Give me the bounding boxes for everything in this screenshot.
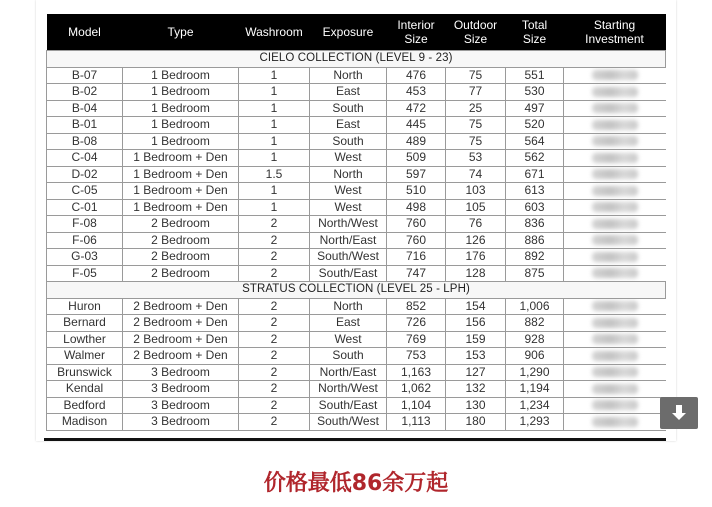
cell-washroom: 2 <box>239 397 310 414</box>
cell-starting-investment <box>564 315 666 332</box>
cell-exposure: West <box>310 199 387 216</box>
cell-washroom: 2 <box>239 315 310 332</box>
redacted-price-blur <box>592 120 638 130</box>
cell-exposure: North/East <box>310 232 387 249</box>
cell-total-size: 882 <box>506 315 564 332</box>
column-header-washroom <box>239 14 310 51</box>
cell-type: 1 Bedroom <box>123 117 239 134</box>
column-header-text: Starting <box>593 18 636 32</box>
redacted-price-blur <box>592 70 638 80</box>
cell-starting-investment <box>564 216 666 233</box>
cell-outdoor-size: 126 <box>446 232 506 249</box>
cell-starting-investment <box>564 232 666 249</box>
cell-outdoor-size: 156 <box>446 315 506 332</box>
cell-interior-size: 498 <box>387 199 446 216</box>
cell-outdoor-size: 128 <box>446 265 506 282</box>
cell-exposure: North <box>310 67 387 84</box>
table-row <box>47 364 666 381</box>
cell-outdoor-size: 176 <box>446 249 506 266</box>
cell-type: 1 Bedroom + Den <box>123 183 239 200</box>
cell-type: 2 Bedroom + Den <box>123 348 239 365</box>
cell-washroom: 2 <box>239 331 310 348</box>
cell-interior-size: 1,113 <box>387 414 446 431</box>
column-header-text: Type <box>167 25 194 39</box>
column-header-outdoor-size <box>446 14 506 51</box>
cell-exposure: East <box>310 315 387 332</box>
cell-washroom: 2 <box>239 249 310 266</box>
cell-washroom: 2 <box>239 298 310 315</box>
cell-type: 1 Bedroom <box>123 133 239 150</box>
cell-outdoor-size: 130 <box>446 397 506 414</box>
cell-starting-investment <box>564 100 666 117</box>
cell-starting-investment <box>564 150 666 167</box>
table-row <box>47 133 666 150</box>
cell-total-size: 1,006 <box>506 298 564 315</box>
cell-total-size: 836 <box>506 216 564 233</box>
cell-model: Lowther <box>47 331 123 348</box>
cell-exposure: South <box>310 100 387 117</box>
cell-washroom: 1 <box>239 183 310 200</box>
table-row <box>47 216 666 233</box>
cell-interior-size: 597 <box>387 166 446 183</box>
cell-exposure: West <box>310 150 387 167</box>
cell-total-size: 497 <box>506 100 564 117</box>
table-row <box>47 150 666 167</box>
cell-outdoor-size: 76 <box>446 216 506 233</box>
cell-washroom: 1 <box>239 150 310 167</box>
cell-exposure: North <box>310 298 387 315</box>
table-body <box>47 51 666 431</box>
redacted-price-blur <box>592 318 638 328</box>
column-header-text: Exposure <box>322 25 374 39</box>
cell-type: 1 Bedroom + Den <box>123 150 239 167</box>
cell-starting-investment <box>564 67 666 84</box>
pricing-table <box>46 14 666 431</box>
cell-interior-size: 769 <box>387 331 446 348</box>
scroll-down-button[interactable] <box>660 397 698 429</box>
cell-model: G-03 <box>47 249 123 266</box>
cell-type: 1 Bedroom + Den <box>123 199 239 216</box>
cell-interior-size: 753 <box>387 348 446 365</box>
column-header-starting-investment <box>564 14 666 51</box>
cell-interior-size: 1,062 <box>387 381 446 398</box>
cell-outdoor-size: 103 <box>446 183 506 200</box>
cell-exposure: South/East <box>310 397 387 414</box>
cell-outdoor-size: 180 <box>446 414 506 431</box>
cell-exposure: East <box>310 117 387 134</box>
redacted-price-blur <box>592 367 638 377</box>
cell-starting-investment <box>564 199 666 216</box>
cell-starting-investment <box>564 84 666 101</box>
cell-washroom: 1 <box>239 133 310 150</box>
column-header-text: Size <box>404 32 428 46</box>
redacted-price-blur <box>592 136 638 146</box>
cell-model: D-02 <box>47 166 123 183</box>
cell-outdoor-size: 153 <box>446 348 506 365</box>
table-row <box>47 84 666 101</box>
cell-exposure: North/East <box>310 364 387 381</box>
column-header-type <box>123 14 239 51</box>
cell-starting-investment <box>564 331 666 348</box>
cell-interior-size: 489 <box>387 133 446 150</box>
table-row <box>47 315 666 332</box>
cell-starting-investment <box>564 265 666 282</box>
column-header-text: Investment <box>585 32 644 46</box>
cell-type: 3 Bedroom <box>123 414 239 431</box>
cell-model: B-02 <box>47 84 123 101</box>
table-row <box>47 199 666 216</box>
column-header-exposure <box>310 14 387 51</box>
cell-total-size: 875 <box>506 265 564 282</box>
cell-exposure: South <box>310 133 387 150</box>
table-row <box>47 117 666 134</box>
cell-type: 2 Bedroom <box>123 232 239 249</box>
cell-outdoor-size: 75 <box>446 117 506 134</box>
cell-total-size: 1,234 <box>506 397 564 414</box>
cell-model: Huron <box>47 298 123 315</box>
table-row <box>47 232 666 249</box>
cell-type: 3 Bedroom <box>123 397 239 414</box>
cell-type: 1 Bedroom + Den <box>123 166 239 183</box>
table-row <box>47 414 666 431</box>
cell-outdoor-size: 25 <box>446 100 506 117</box>
table-row <box>47 183 666 200</box>
cell-outdoor-size: 105 <box>446 199 506 216</box>
column-header-total-size <box>506 14 564 51</box>
redacted-price-blur <box>592 202 638 212</box>
cell-total-size: 551 <box>506 67 564 84</box>
cell-type: 3 Bedroom <box>123 381 239 398</box>
cell-interior-size: 726 <box>387 315 446 332</box>
cell-total-size: 562 <box>506 150 564 167</box>
cell-total-size: 1,290 <box>506 364 564 381</box>
cell-total-size: 671 <box>506 166 564 183</box>
cell-exposure: North/West <box>310 381 387 398</box>
cell-exposure: South/East <box>310 265 387 282</box>
cell-outdoor-size: 75 <box>446 133 506 150</box>
cell-interior-size: 1,104 <box>387 397 446 414</box>
cell-total-size: 1,293 <box>506 414 564 431</box>
cell-washroom: 1 <box>239 84 310 101</box>
cell-total-size: 906 <box>506 348 564 365</box>
redacted-price-blur <box>592 103 638 113</box>
section-title: CIELO COLLECTION (LEVEL 9 - 23) <box>47 51 666 68</box>
cell-interior-size: 445 <box>387 117 446 134</box>
section-title: STRATUS COLLECTION (LEVEL 25 - LPH) <box>47 282 666 299</box>
column-header-text: Total <box>521 18 548 32</box>
cell-interior-size: 760 <box>387 216 446 233</box>
column-header-model <box>47 14 123 51</box>
cell-starting-investment <box>564 133 666 150</box>
redacted-price-blur <box>592 219 638 229</box>
table-row <box>47 381 666 398</box>
cell-starting-investment <box>564 298 666 315</box>
redacted-price-blur <box>592 252 638 262</box>
cell-exposure: South/West <box>310 249 387 266</box>
redacted-price-blur <box>592 334 638 344</box>
redacted-price-blur <box>592 87 638 97</box>
cell-starting-investment <box>564 397 666 414</box>
cell-model: Madison <box>47 414 123 431</box>
cell-outdoor-size: 77 <box>446 84 506 101</box>
table-header-row <box>47 14 666 51</box>
cell-outdoor-size: 74 <box>446 166 506 183</box>
cell-model: Bernard <box>47 315 123 332</box>
download-arrow-icon <box>671 404 687 422</box>
cell-type: 1 Bedroom <box>123 100 239 117</box>
cell-model: F-06 <box>47 232 123 249</box>
redacted-price-blur <box>592 169 638 179</box>
table-row <box>47 331 666 348</box>
cell-outdoor-size: 159 <box>446 331 506 348</box>
price-caption: 价格最低86余万起 <box>263 471 449 496</box>
column-header-interior-size <box>387 14 446 51</box>
cell-interior-size: 509 <box>387 150 446 167</box>
cell-washroom: 1 <box>239 67 310 84</box>
cell-interior-size: 716 <box>387 249 446 266</box>
table-row <box>47 397 666 414</box>
redacted-price-blur <box>592 351 638 361</box>
cell-type: 2 Bedroom <box>123 216 239 233</box>
cell-interior-size: 453 <box>387 84 446 101</box>
cell-model: Brunswick <box>47 364 123 381</box>
cell-starting-investment <box>564 348 666 365</box>
cell-outdoor-size: 75 <box>446 67 506 84</box>
redacted-price-blur <box>592 384 638 394</box>
cell-starting-investment <box>564 117 666 134</box>
cell-type: 1 Bedroom <box>123 84 239 101</box>
section-header-row <box>47 282 666 299</box>
cell-washroom: 1.5 <box>239 166 310 183</box>
cell-total-size: 530 <box>506 84 564 101</box>
cell-starting-investment <box>564 166 666 183</box>
cell-model: C-01 <box>47 199 123 216</box>
cell-model: F-05 <box>47 265 123 282</box>
cell-type: 2 Bedroom <box>123 249 239 266</box>
column-header-text: Interior <box>397 18 435 32</box>
cell-starting-investment <box>564 381 666 398</box>
cell-model: B-08 <box>47 133 123 150</box>
column-header-text: Outdoor <box>453 18 498 32</box>
cell-outdoor-size: 132 <box>446 381 506 398</box>
redacted-price-blur <box>592 400 638 410</box>
cell-total-size: 892 <box>506 249 564 266</box>
cell-interior-size: 852 <box>387 298 446 315</box>
cell-total-size: 603 <box>506 199 564 216</box>
cell-type: 2 Bedroom + Den <box>123 331 239 348</box>
cell-model: B-07 <box>47 67 123 84</box>
cell-outdoor-size: 154 <box>446 298 506 315</box>
column-header-text: Model <box>68 25 101 39</box>
cell-type: 2 Bedroom + Den <box>123 298 239 315</box>
cell-washroom: 1 <box>239 199 310 216</box>
cell-starting-investment <box>564 414 666 431</box>
cell-washroom: 2 <box>239 232 310 249</box>
redacted-price-blur <box>592 186 638 196</box>
cell-total-size: 886 <box>506 232 564 249</box>
table-row <box>47 100 666 117</box>
cell-interior-size: 476 <box>387 67 446 84</box>
table-row <box>47 166 666 183</box>
cell-washroom: 2 <box>239 381 310 398</box>
cell-total-size: 1,194 <box>506 381 564 398</box>
table-row <box>47 298 666 315</box>
bottom-rule <box>44 438 666 441</box>
cell-type: 2 Bedroom + Den <box>123 315 239 332</box>
cell-washroom: 2 <box>239 265 310 282</box>
cell-interior-size: 510 <box>387 183 446 200</box>
cell-interior-size: 472 <box>387 100 446 117</box>
cell-exposure: West <box>310 183 387 200</box>
cell-starting-investment <box>564 183 666 200</box>
cell-total-size: 520 <box>506 117 564 134</box>
cell-interior-size: 1,163 <box>387 364 446 381</box>
cell-model: B-04 <box>47 100 123 117</box>
cell-type: 2 Bedroom <box>123 265 239 282</box>
column-header-text: Size <box>463 32 488 46</box>
table-row <box>47 348 666 365</box>
cell-model: Kendal <box>47 381 123 398</box>
cell-exposure: East <box>310 84 387 101</box>
section-header-row <box>47 51 666 68</box>
cell-model: Walmer <box>47 348 123 365</box>
cell-washroom: 2 <box>239 414 310 431</box>
table-row <box>47 249 666 266</box>
cell-model: C-04 <box>47 150 123 167</box>
redacted-price-blur <box>592 235 638 245</box>
cell-washroom: 1 <box>239 117 310 134</box>
cell-interior-size: 760 <box>387 232 446 249</box>
cell-starting-investment <box>564 249 666 266</box>
cell-total-size: 928 <box>506 331 564 348</box>
column-header-text: Washroom <box>245 25 303 39</box>
cell-washroom: 1 <box>239 100 310 117</box>
cell-washroom: 2 <box>239 216 310 233</box>
cell-total-size: 613 <box>506 183 564 200</box>
cell-exposure: North/West <box>310 216 387 233</box>
cell-washroom: 2 <box>239 348 310 365</box>
cell-type: 3 Bedroom <box>123 364 239 381</box>
cell-exposure: North <box>310 166 387 183</box>
cell-interior-size: 747 <box>387 265 446 282</box>
cell-exposure: South <box>310 348 387 365</box>
cell-starting-investment <box>564 364 666 381</box>
redacted-price-blur <box>592 153 638 163</box>
table-row <box>47 265 666 282</box>
cell-model: B-01 <box>47 117 123 134</box>
cell-washroom: 2 <box>239 364 310 381</box>
cell-outdoor-size: 53 <box>446 150 506 167</box>
table-row <box>47 67 666 84</box>
cell-model: Bedford <box>47 397 123 414</box>
cell-outdoor-size: 127 <box>446 364 506 381</box>
redacted-price-blur <box>592 268 638 278</box>
cell-model: F-08 <box>47 216 123 233</box>
column-header-text: Size <box>522 32 547 46</box>
cell-model: C-05 <box>47 183 123 200</box>
redacted-price-blur <box>592 417 638 427</box>
cell-exposure: South/West <box>310 414 387 431</box>
cell-total-size: 564 <box>506 133 564 150</box>
redacted-price-blur <box>592 301 638 311</box>
cell-exposure: West <box>310 331 387 348</box>
cell-type: 1 Bedroom <box>123 67 239 84</box>
